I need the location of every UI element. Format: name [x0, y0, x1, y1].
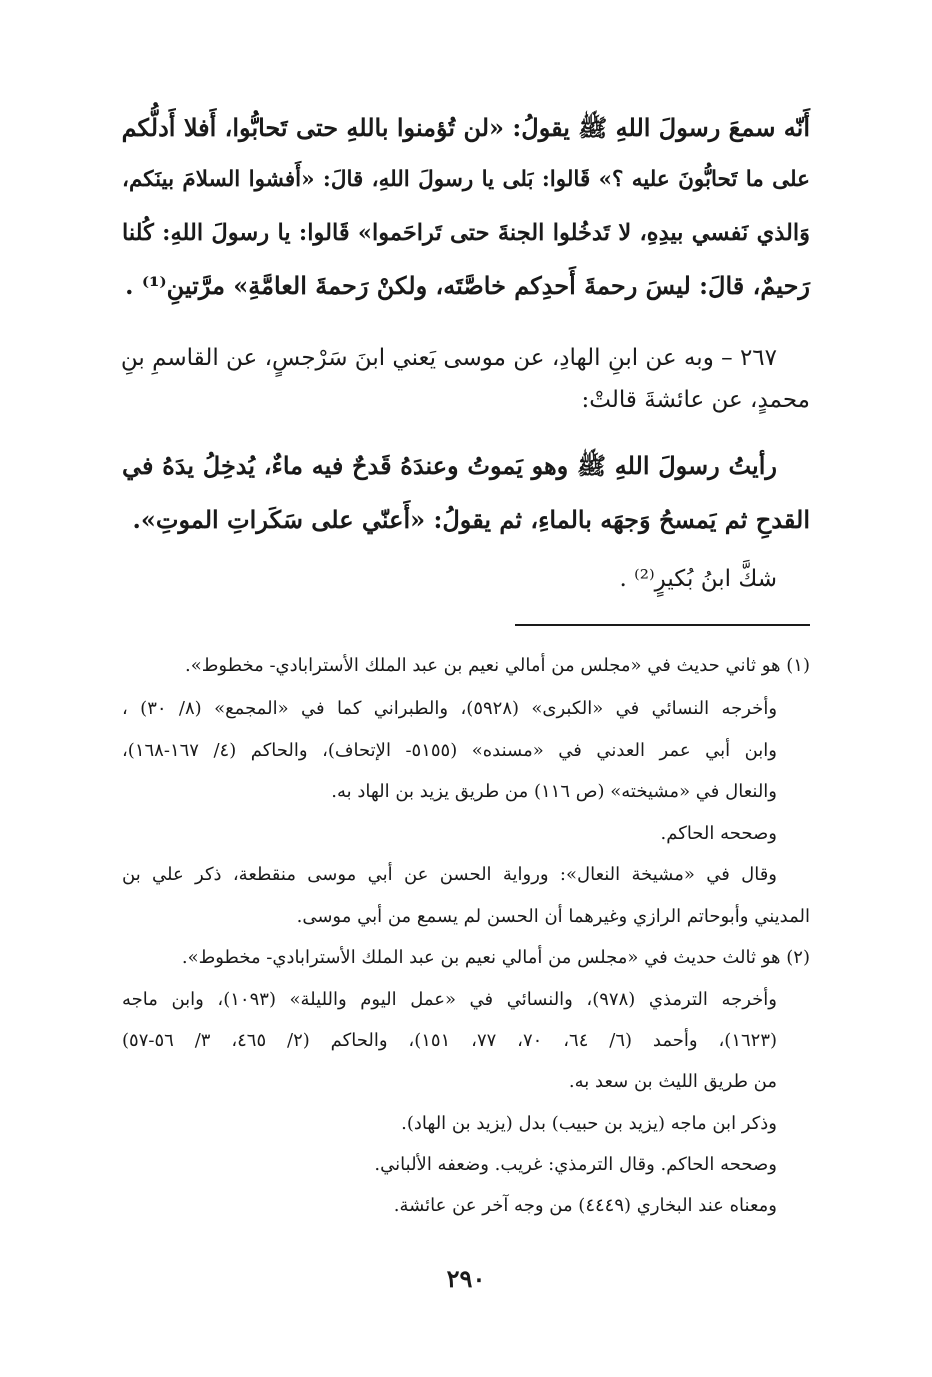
footnote-2-line-3: (١٦٢٣)، وأحمد (٦/ ٦٤، ٧٠، ٧٧، ١٥١)، والحاكم (٢/ ٤٦٥، ٣/ ٥٦-٥٧): [122, 1030, 778, 1051]
hadith-266-line-4: رَحيمٌ، قالَ: ليسَ رحمةَ أَحدِكم خاصَّتَه، ولكنْ رَحمةَ العامَّةِ» مرَّتينِ⁽¹⁾ .: [125, 271, 810, 300]
hadith-266-line-3: وَالذي نَفسي بيدِهِ، لا تَدخُلوا الجنةَ حتى تَراحَموا» قَالوا: يا رسولَ اللهِ: كُلنا: [122, 220, 810, 246]
hadith-267-note: شكَّ ابنُ بُكيرٍ⁽²⁾ .: [619, 566, 777, 592]
footnote-1-line-6: وقال في «مشيخة النعال»: ورواية الحسن عن أبي موسى منقطعة، ذكر علي بن: [122, 864, 777, 885]
page-number: ٢٩٠: [446, 1264, 486, 1293]
footnote-1-line-7: المديني وأبوحاتم الرازي وغيرهما أن الحسن لم يسمع من أبي موسى.: [296, 906, 810, 927]
footnote-1-line-4: والنعال في «مشيخته» (ص ١١٦) من طريق يزيد بن الهاد به.: [331, 781, 777, 802]
footnote-1-line-3: وابن أبي عمر العدني في «مسنده» (٥١٥٥- الإتحاف)، والحاكم (٤/ ١٦٧-١٦٨)،: [122, 740, 777, 761]
footnote-2-line-1: (٢) هو ثالث حديث في «مجلس من أمالي نعيم بن عبد الملك الأسترابادي- مخطوط».: [181, 947, 810, 968]
footnote-2-line-6: وصححه الحاكم. وقال الترمذي: غريب. وضعفه الألباني.: [374, 1154, 777, 1175]
hadith-266-line-2: على ما تَحابُّونَ عليه ؟» قَالوا: بَلى يا رسولَ اللهِ، قالَ: «أَفشوا السلامَ بينَكم،: [122, 167, 810, 192]
footnote-2-line-5: وذكر ابن ماجه (يزيد بن حبيب) بدل (يزيد بن الهاد).: [401, 1113, 777, 1134]
hadith-267-chain-line-1: ٢٦٧ – وبه عن ابنِ الهادِ، عن موسى يَعني ابنَ سَرْجسٍ، عن القاسمِ بنِ: [120, 345, 777, 371]
footnote-2-line-4: من طريق الليث بن سعد به.: [568, 1071, 777, 1092]
footnote-1-line-2: وأخرجه النسائي في «الكبرى» (٥٩٢٨)، والطبراني كما في «المجمع» (٨/ ٣٠) ،: [122, 698, 778, 719]
footnote-separator: [515, 624, 810, 626]
hadith-267-text-line-2: القدحِ ثم يَمسحُ وَجهَه بالماءِ، ثم يقولُ: «أَعنّي على سَكَراتِ الموتِ».: [132, 505, 810, 534]
hadith-267-text-line-1: رأيتُ رسولَ اللهِ ﷺ وهو يَموتُ وعندَهُ قَدحٌ فيه ماءٌ، يُدخِلُ يدَهُ في: [122, 451, 777, 480]
hadith-266-line-1: أَنّه سمعَ رسولَ اللهِ ﷺ يقولُ: «لن تُؤمنوا باللهِ حتى تَحابُّوا، أَفلا أَدلُّكم: [121, 113, 810, 142]
footnote-1-line-1: (١) هو ثاني حديث في «مجلس من أمالي نعيم بن عبد الملك الأسترابادي- مخطوط».: [185, 655, 810, 676]
footnote-2-line-2: وأخرجه الترمذي (٩٧٨)، والنسائي في «عمل اليوم والليلة» (١٠٩٣)، وابن ماجه: [122, 989, 777, 1010]
footnote-1-line-5: وصححه الحاكم.: [660, 823, 777, 844]
hadith-267-chain-line-2: محمدٍ، عن عائشةَ قالتْ:: [581, 387, 810, 413]
footnote-2-line-7: ومعناه عند البخاري (٤٤٤٩) من وجه آخر عن عائشة.: [393, 1195, 777, 1216]
